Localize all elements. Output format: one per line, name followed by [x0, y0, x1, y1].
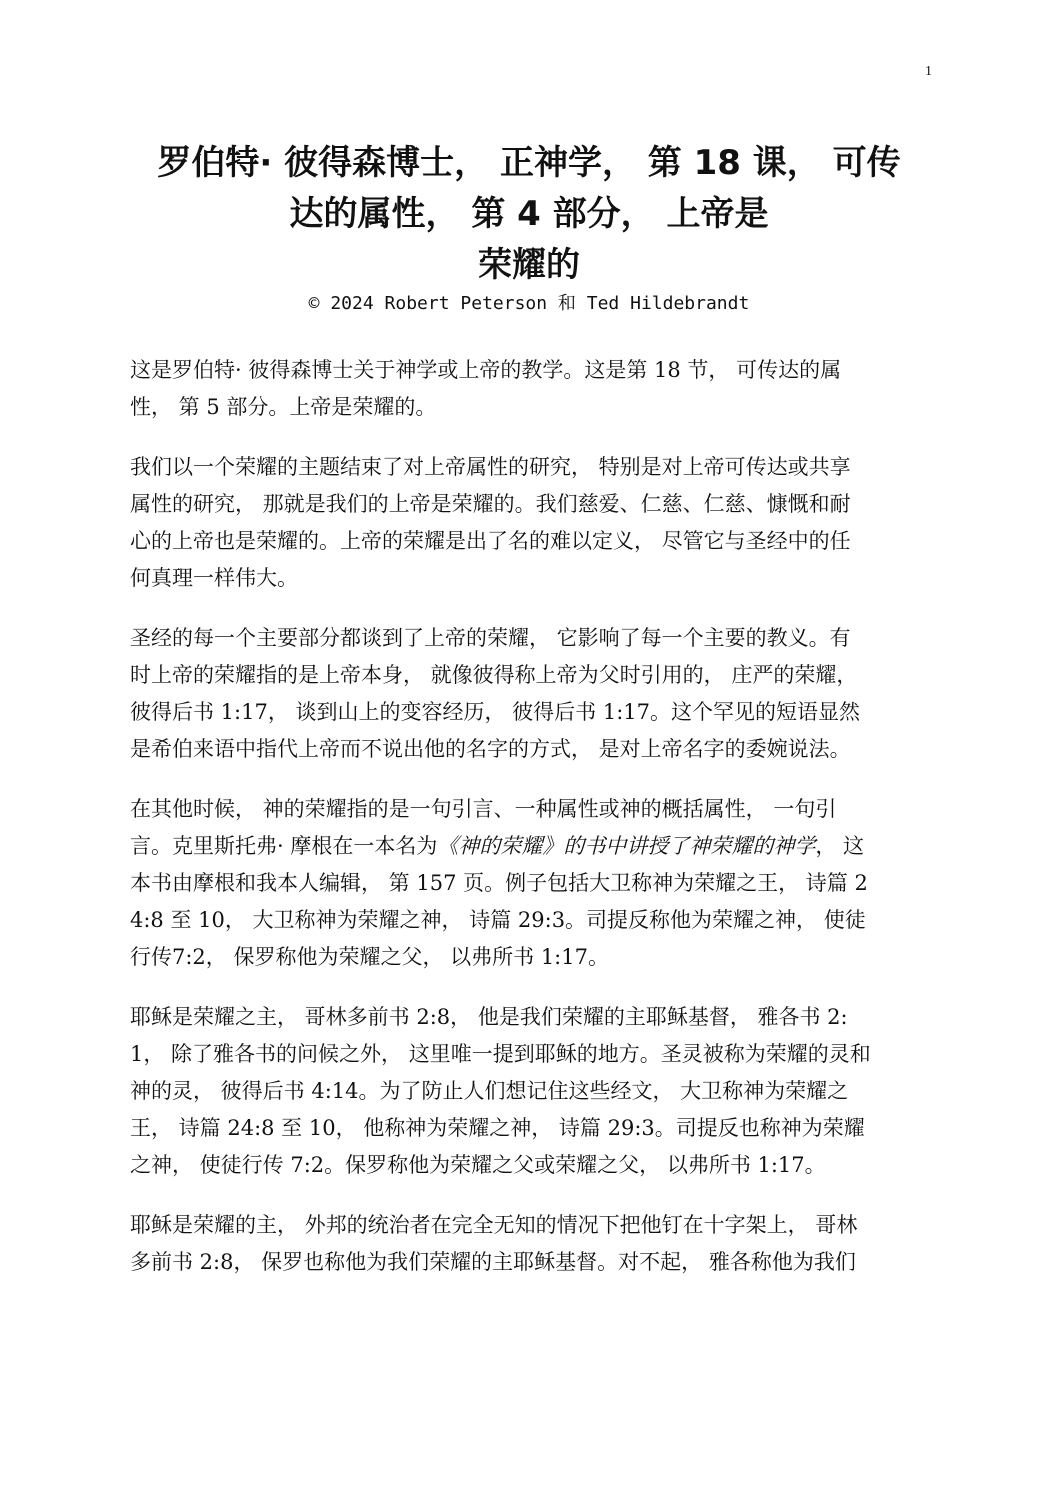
- paragraph: [130, 1207, 930, 1281]
- paragraph: [130, 999, 930, 1184]
- text-line: 多前书 2:8， 保罗也称他为我们荣耀的主耶稣基督。对不起， 雅各称他为我们: [130, 1250, 856, 1274]
- text-line: 1， 除了雅各书的问候之外， 这里唯一提到耶稣的地方。圣灵被称为荣耀的灵和: [130, 1042, 871, 1066]
- title-line: 罗伯特· 彼得森博士， 正神学， 第 18 课， 可传: [157, 143, 901, 183]
- title-line: 达的属性， 第 4 部分， 上帝是: [289, 194, 769, 234]
- text-line: [130, 828, 930, 865]
- paragraph: [130, 449, 930, 597]
- text-line: 圣经的每一个主要部分都谈到了上帝的荣耀， 它影响了每一个主要的教义。有: [130, 626, 851, 650]
- text-line: 本书由摩根和我本人编辑， 第 157 页。例子包括大卫称神为荣耀之王， 诗篇 2: [130, 871, 868, 895]
- page-number: 1: [925, 64, 932, 79]
- document-title: [130, 138, 928, 291]
- copyright-notice: © 2024 Robert Peterson 和 Ted Hildebrandt: [308, 293, 750, 314]
- text-line: 在其他时候， 神的荣耀指的是一句引言、一种属性或神的概括属性， 一句引: [130, 797, 837, 821]
- paragraph: [130, 791, 930, 976]
- text-line: 这是罗伯特· 彼得森博士关于神学或上帝的教学。这是第 18 节， 可传达的属: [130, 358, 842, 382]
- text-segment: 言。克里斯托弗· 摩根在一本名为: [130, 834, 438, 858]
- text-segment: ， 这: [815, 834, 865, 858]
- text-line: 彼得后书 1:17， 谈到山上的变容经历， 彼得后书 1:17。这个罕见的短语显然: [130, 700, 861, 724]
- text-line: 心的上帝也是荣耀的。上帝的荣耀是出了名的难以定义， 尽管它与圣经中的任: [130, 529, 851, 553]
- text-line: 何真理一样伟大。: [130, 566, 298, 590]
- text-line: 我们以一个荣耀的主题结束了对上帝属性的研究， 特别是对上帝可传达或共享: [130, 455, 851, 479]
- text-line: 神的灵， 彼得后书 4:14。为了防止人们想记住这些经文， 大卫称神为荣耀之: [130, 1079, 849, 1103]
- text-line: 王， 诗篇 24:8 至 10， 他称神为荣耀之神， 诗篇 29:3。司提反也称神为荣耀: [130, 1116, 865, 1140]
- text-line: 耶稣是荣耀之主， 哥林多前书 2:8， 他是我们荣耀的主耶稣基督， 雅各书 2:: [130, 1005, 848, 1029]
- text-line: 属性的研究， 那就是我们的上帝是荣耀的。我们慈爱、仁慈、仁慈、慷慨和耐: [130, 492, 851, 516]
- text-line: 之神， 使徒行传 7:2。保罗称他为荣耀之父或荣耀之父， 以弗所书 1:17。: [130, 1153, 826, 1177]
- text-line: 耶稣是荣耀的主， 外邦的统治者在完全无知的情况下把他钉在十字架上， 哥林: [130, 1213, 858, 1237]
- text-line: 是希伯来语中指代上帝而不说出他的名字的方式， 是对上帝名字的委婉说法。: [130, 737, 851, 761]
- paragraph: [130, 620, 930, 768]
- book-title-italic: 《神的荣耀》的书中讲授了神荣耀的神学: [437, 834, 816, 858]
- paragraph: [130, 352, 930, 426]
- text-line: 行传7:2， 保罗称他为荣耀之父， 以弗所书 1:17。: [130, 945, 609, 969]
- text-line: 性， 第 5 部分。上帝是荣耀的。: [130, 395, 437, 419]
- title-line: 荣耀的: [478, 245, 580, 285]
- document-body: [130, 352, 930, 1304]
- text-line: 时上帝的荣耀指的是上帝本身， 就像彼得称上帝为父时引用的， 庄严的荣耀，: [130, 663, 858, 687]
- text-line: 4:8 至 10， 大卫称神为荣耀之神， 诗篇 29:3。司提反称他为荣耀之神， 使徒: [130, 908, 866, 932]
